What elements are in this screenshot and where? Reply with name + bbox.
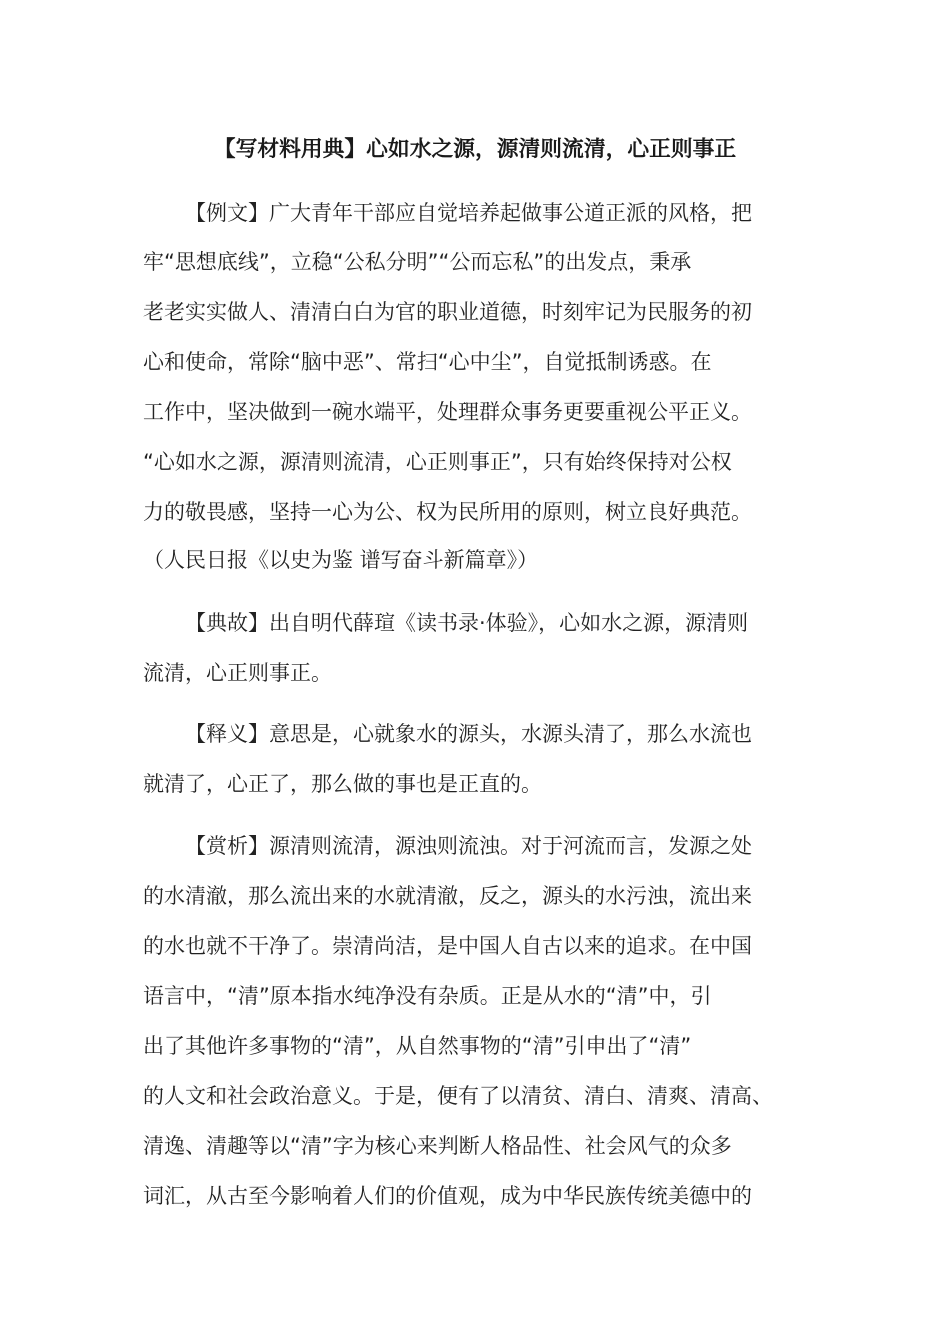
paragraph-line: 老老实实做人、清清白白为官的职业道德，时刻牢记为民服务的初	[143, 300, 752, 324]
paragraph-line: 流清，心正则事正。	[143, 661, 332, 685]
paragraph-line: 的人文和社会政治意义。于是，便有了以清贫、清白、清爽、清高、	[143, 1084, 773, 1108]
paragraph-line: 语言中，“清”原本指水纯净没有杂质。正是从水的“清”中，引	[143, 984, 712, 1008]
paragraph-line: “心如水之源，源清则流清，心正则事正”，只有始终保持对公权	[143, 450, 732, 474]
citation-line: （人民日报《以史为鉴 谱写奋斗新篇章》）	[143, 548, 539, 572]
paragraph-line: 出了其他许多事物的“清”，从自然事物的“清”引申出了“清”	[143, 1034, 692, 1058]
paragraph-line: 清逸、清趣等以“清”字为核心来判断人格品性、社会风气的众多	[143, 1134, 732, 1158]
paragraph-line: 【典故】出自明代薛瑄《读书录·体验》，心如水之源，源清则	[185, 611, 749, 635]
paragraph-line: 词汇，从古至今影响着人们的价值观，成为中华民族传统美德中的	[143, 1184, 752, 1208]
paragraph-line: 牢“思想底线”，立稳“公私分明”“公而忘私”的出发点，秉承	[143, 250, 692, 274]
document-title: 【写材料用典】心如水之源，源清则流清，心正则事正	[213, 137, 737, 162]
paragraph-line: 【释义】意思是，心就象水的源头，水源头清了，那么水流也	[185, 722, 752, 746]
paragraph-line: 力的敬畏感，坚持一心为公、权为民所用的原则，树立良好典范。	[143, 500, 752, 524]
paragraph-line: 就清了，心正了，那么做的事也是正直的。	[143, 772, 542, 796]
paragraph-line: 工作中，坚决做到一碗水端平，处理群众事务更要重视公平正义。	[143, 400, 752, 424]
paragraph-line: 【赏析】源清则流清，源浊则流浊。对于河流而言，发源之处	[185, 834, 752, 858]
paragraph-line: 【例文】广大青年干部应自觉培养起做事公道正派的风格，把	[185, 201, 752, 225]
paragraph-line: 的水也就不干净了。崇清尚洁，是中国人自古以来的追求。在中国	[143, 934, 752, 958]
paragraph-line: 的水清澈，那么流出来的水就清澈，反之，源头的水污浊，流出来	[143, 884, 752, 908]
paragraph-line: 心和使命，常除“脑中恶”、常扫“心中尘”，自觉抵制诱惑。在	[143, 350, 712, 374]
